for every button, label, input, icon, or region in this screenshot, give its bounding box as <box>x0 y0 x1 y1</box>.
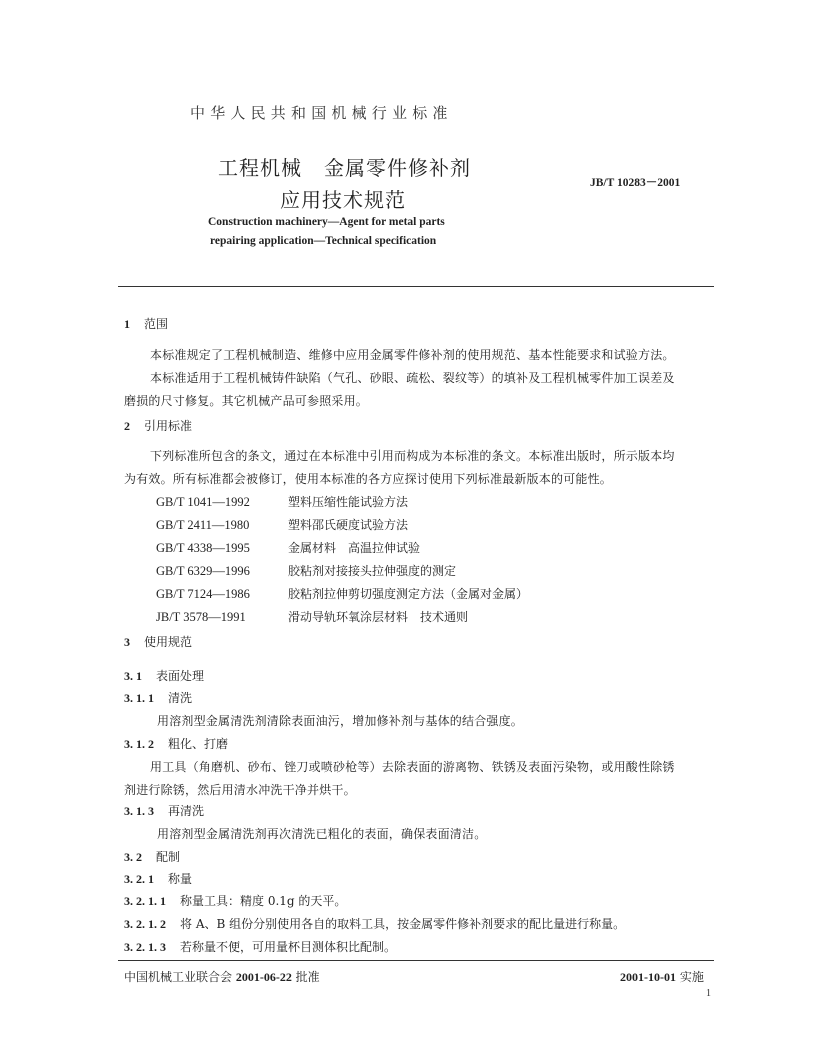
reference-item <box>156 516 408 533</box>
section-number: 3. 1 <box>124 669 142 683</box>
section-number: 2 <box>124 419 130 433</box>
paragraph-continuation: 磨损的尺寸修复。其它机械产品可参照采用。 <box>124 394 369 408</box>
reference-name: 胶粘剂拉伸剪切强度测定方法（金属对金属） <box>288 587 529 601</box>
section-3-2-1-heading <box>124 870 192 887</box>
section-number: 3. 2. 1. 3 <box>124 940 166 954</box>
paragraph: 下列标准所包含的条文，通过在本标准中引用而构成为本标准的条文。本标准出版时，所示版本均 <box>150 449 675 463</box>
reference-code: GB/T 1041—1992 <box>156 495 250 509</box>
reference-code: JB/T 3578—1991 <box>156 610 246 624</box>
approving-org: 中国机械工业联合会 <box>124 970 233 984</box>
section-3-2-1-2-heading <box>124 915 625 932</box>
reference-item <box>156 539 420 556</box>
section-title: 粗化、打磨 <box>168 737 229 751</box>
section-3-1-3-heading <box>124 802 204 819</box>
implementation-date: 2001-10-01 <box>620 970 676 984</box>
section-number: 1 <box>124 317 130 331</box>
approve-date: 2001-06-22 <box>235 970 292 984</box>
section-3-heading <box>124 633 192 650</box>
approve-label: 批准 <box>295 970 320 984</box>
section-title: 将 A、B 组份分别使用各自的取料工具，按金属零件修补剂要求的配比量进行称量。 <box>180 917 626 931</box>
footer-approval <box>124 968 320 985</box>
section-3-2-1-3-heading <box>124 938 396 955</box>
paragraph-continuation: 为有效。所有标准都会被修订，使用本标准的各方应探讨使用下列标准最新版本的可能性。 <box>124 472 613 486</box>
section-title: 若称量不便，可用量杯目测体积比配制。 <box>180 940 397 954</box>
page-number: 1 <box>706 988 711 999</box>
paragraph: 用溶剂型金属清洗剂清除表面油污，增加修补剂与基体的结合强度。 <box>157 714 524 728</box>
reference-name: 金属材料 高温拉伸试验 <box>288 541 421 555</box>
section-number: 3. 1. 2 <box>124 737 154 751</box>
section-number: 3. 1. 1 <box>124 691 154 705</box>
section-title: 称量 <box>168 872 193 886</box>
title-en-line2: repairing application—Technical specification <box>210 235 437 247</box>
reference-name: 塑料压缩性能试验方法 <box>288 495 409 509</box>
section-title: 再清洗 <box>168 804 205 818</box>
paragraph: 本标准规定了工程机械制造、维修中应用金属零件修补剂的使用规范、基本性能要求和试验方法。 <box>150 348 675 362</box>
reference-name: 滑动导轨环氧涂层材料 技术通则 <box>288 610 469 624</box>
reference-item <box>156 493 408 510</box>
reference-item <box>156 608 468 625</box>
section-3-1-2-heading <box>124 735 228 752</box>
title-cn-line1 <box>218 152 471 181</box>
section-3-2-heading <box>124 848 180 865</box>
section-number: 3 <box>124 635 130 649</box>
section-title: 配制 <box>156 850 181 864</box>
section-2-heading <box>124 417 192 434</box>
reference-name: 塑料邵氏硬度试验方法 <box>288 518 409 532</box>
section-3-1-1-heading <box>124 689 192 706</box>
reference-name: 胶粘剂对接接头拉伸强度的测定 <box>288 564 457 578</box>
reference-item <box>156 585 528 602</box>
paragraph-continuation: 剂进行除锈，然后用清水冲洗干净并烘干。 <box>124 783 356 797</box>
section-title: 清洗 <box>168 691 193 705</box>
title-part2: 金属零件修补剂 <box>324 156 471 180</box>
section-number: 3. 2. 1. 1 <box>124 894 166 908</box>
reference-code: GB/T 6329—1996 <box>156 564 250 578</box>
footer-implementation <box>620 968 704 985</box>
section-title: 引用标准 <box>144 419 193 433</box>
section-number: 3. 1. 3 <box>124 804 154 818</box>
section-title: 范围 <box>144 317 169 331</box>
reference-code: GB/T 2411—1980 <box>156 518 250 532</box>
section-title: 表面处理 <box>156 669 205 683</box>
section-title: 使用规范 <box>144 635 193 649</box>
section-1-heading <box>124 315 168 332</box>
org-line: 中华人民共和国机械行业标准 <box>190 104 453 122</box>
implementation-label: 实施 <box>679 970 704 984</box>
section-title: 称量工具：精度 0.1g 的天平。 <box>180 894 347 908</box>
section-number: 3. 2. 1 <box>124 872 154 886</box>
title-en-line1: Construction machinery—Agent for metal parts <box>208 216 445 228</box>
section-number: 3. 2 <box>124 850 142 864</box>
reference-code: GB/T 4338—1995 <box>156 541 250 555</box>
reference-code: GB/T 7124—1986 <box>156 587 250 601</box>
footer-divider <box>118 960 714 961</box>
standard-number: JB/T 10283－2001 <box>590 177 681 189</box>
title-part1: 工程机械 <box>218 156 302 180</box>
header-divider <box>118 286 714 287</box>
section-3-2-1-1-heading <box>124 892 346 909</box>
section-number: 3. 2. 1. 2 <box>124 917 166 931</box>
paragraph: 用溶剂型金属清洗剂再次清洗已粗化的表面，确保表面清洁。 <box>157 827 487 841</box>
reference-item <box>156 562 456 579</box>
paragraph: 本标准适用于工程机械铸件缺陷（气孔、砂眼、疏松、裂纹等）的填补及工程机械零件加工误差及 <box>150 371 675 385</box>
section-3-1-heading <box>124 667 204 684</box>
paragraph: 用工具（角磨机、砂布、锉刀或喷砂枪等）去除表面的游离物、铁锈及表面污染物，或用酸性除锈 <box>150 760 675 774</box>
title-cn-line2: 应用技术规范 <box>280 188 406 212</box>
